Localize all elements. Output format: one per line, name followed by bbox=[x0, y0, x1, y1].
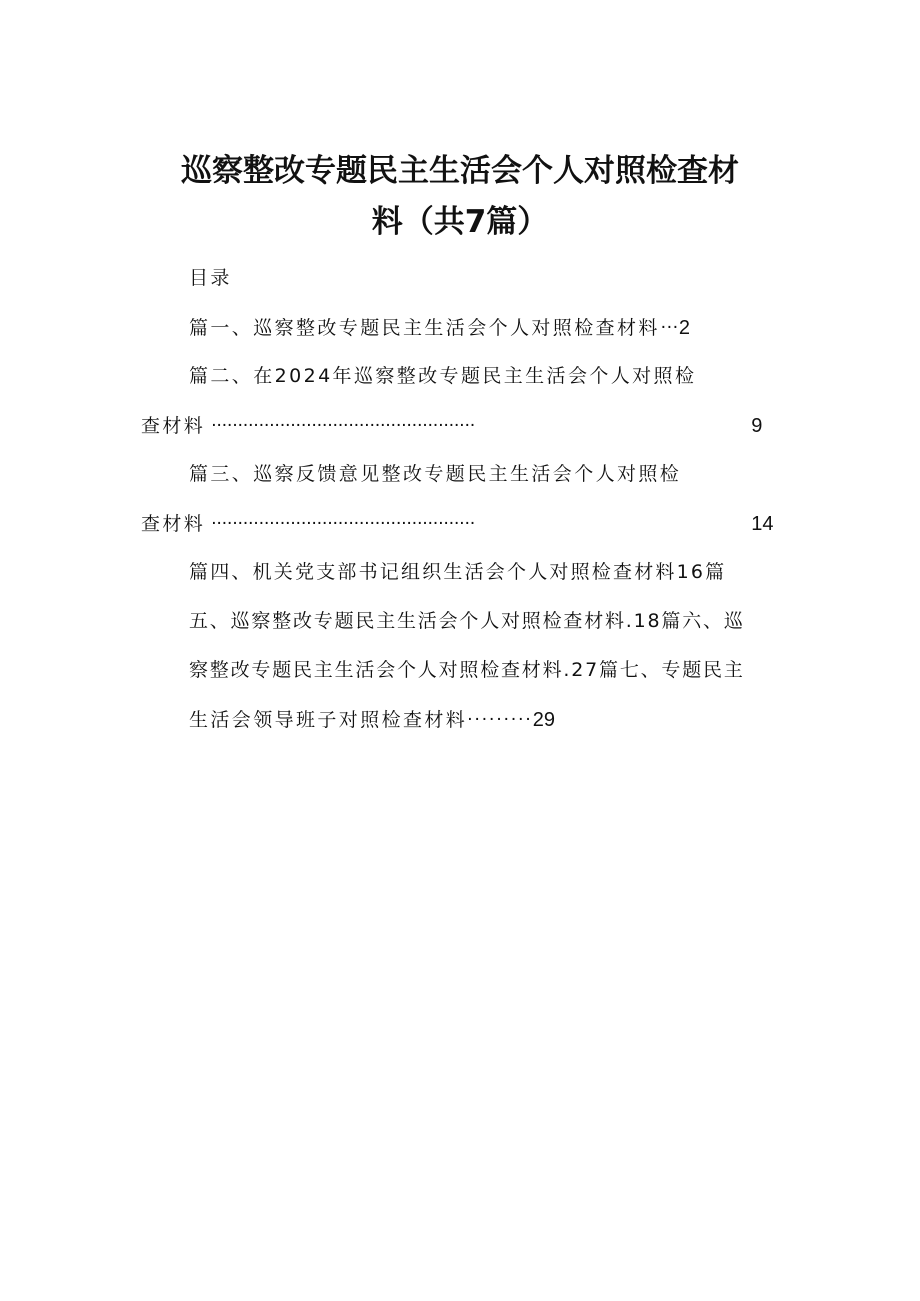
document-title-line-1: 巡察整改专题民主生活会个人对照检查材 bbox=[181, 153, 739, 189]
toc-entry-7-text: 生活会领导班子对照检查材料 bbox=[189, 709, 468, 731]
toc-entry-3-line-1[interactable]: 篇三、巡察反馈意见整改专题民主生活会个人对照检 bbox=[189, 463, 682, 485]
toc-entry-2-page: 9 bbox=[751, 415, 763, 437]
toc-entry-2-line-1[interactable]: 篇二、在2024年巡察整改专题民主生活会个人对照检 bbox=[189, 365, 697, 387]
toc-entry-7-page: 29 bbox=[532, 709, 555, 731]
toc-entry-2-leader: .................................................. bbox=[211, 410, 476, 431]
toc-entry-7[interactable] bbox=[189, 704, 555, 732]
toc-entry-5[interactable]: 五、巡察整改专题民主生活会个人对照检查材料.18篇六、巡 bbox=[189, 610, 745, 632]
document-title-line-2: 料（共7篇） bbox=[371, 204, 549, 240]
toc-entry-2-text: 查材料 bbox=[141, 415, 206, 437]
toc-entry-1-leader: … bbox=[659, 312, 679, 333]
toc-entry-1-page: 2 bbox=[678, 317, 690, 339]
toc-entry-6[interactable]: 察整改专题民主生活会个人对照检查材料.27篇七、专题民主 bbox=[189, 659, 745, 681]
toc-entry-1-text: 篇一、巡察整改专题民主生活会个人对照检查材料 bbox=[189, 317, 660, 339]
toc-heading: 目录 bbox=[189, 267, 232, 289]
toc-entry-3-leader: .................................................. bbox=[211, 508, 476, 529]
toc-entry-4[interactable]: 篇四、机关党支部书记组织生活会个人对照检查材料16篇 bbox=[189, 561, 727, 583]
toc-entry-2-line-2[interactable] bbox=[141, 410, 762, 438]
toc-entry-3-page: 14 bbox=[751, 513, 774, 535]
toc-entry-3-line-2[interactable] bbox=[141, 508, 773, 536]
toc-entry-7-leader: ......... bbox=[467, 704, 533, 725]
toc-entry-3-text: 查材料 bbox=[141, 513, 206, 535]
toc-entry-1[interactable] bbox=[189, 312, 690, 340]
